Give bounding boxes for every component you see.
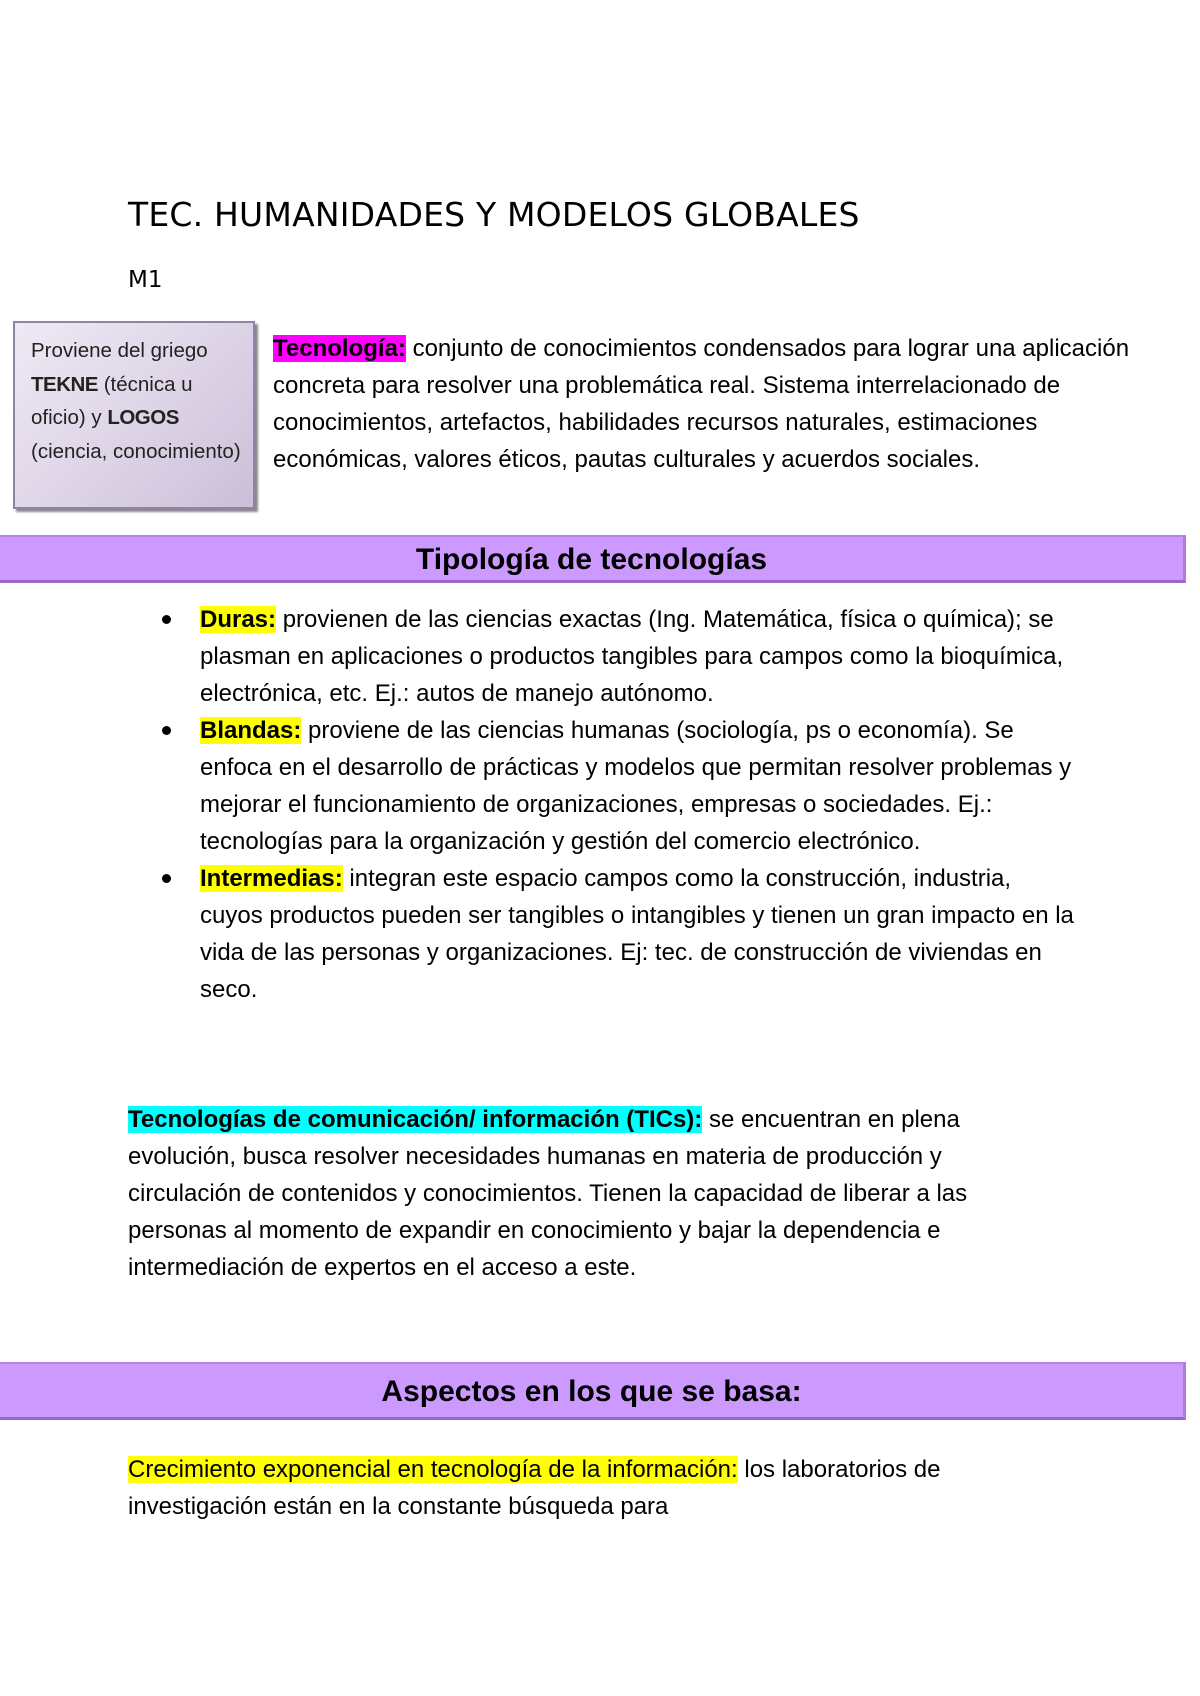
list-item (200, 601, 1080, 712)
section-heading-aspects: Aspectos en los que se basa: (0, 1362, 1186, 1420)
definition-text: conjunto de conocimientos condensados para lograr una aplicación concreta para resolver una problemática real. Sistema interrelacionado de conocimientos, artefactos, habilidades recursos naturales, estimaciones económicas, valores éticos, pautas culturales y acuerdos sociales. (273, 335, 1130, 473)
type-text: integran este espacio campos como la construcción, industria, cuyos productos pueden ser tangibles o intangibles y tienen un gran impacto en la vida de las personas y organizaciones. Ej: tec. de construcción de viviendas en seco. (200, 865, 1074, 1003)
type-term-blandas: Blandas: (200, 717, 302, 744)
type-text: proviene de las ciencias humanas (sociología, ps o economía). Se enfoca en el desarrollo de prácticas y modelos que permitan resolver problemas y mejorar el funcionamiento de organizaciones, empresas o sociedades. Ej.: tecnologías para la organización y gestión del comercio electrónico. (200, 717, 1072, 855)
etymology-tekne-meaning: (técnica u oficio) y (31, 372, 193, 429)
type-text: provienen de las ciencias exactas (Ing. Matemática, física o química); se plasman en aplicaciones o productos tangibles para campos como la bioquímica, electrónica, etc. Ej.: autos de manejo autónomo. (200, 606, 1064, 707)
growth-paragraph (128, 1451, 1028, 1525)
bullet-icon (162, 874, 171, 883)
tics-text: se encuentran en plena evolución, busca resolver necesidades humanas en materia de producción y circulación de contenidos y conocimientos. Tienen la capacidad de liberar a las personas al momento de expandir en conocimiento y bajar la dependencia e intermediación de expertos en el acceso a este. (128, 1106, 968, 1281)
growth-term: Crecimiento exponencial en tecnología de la información: (128, 1456, 738, 1483)
module-label: M1 (128, 267, 163, 293)
type-term-intermedias: Intermedias: (200, 865, 343, 892)
etymology-term-tekne: TEKNE (31, 372, 98, 396)
technology-types-list (200, 601, 1080, 1008)
section-heading-typology: Tipología de tecnologías (0, 535, 1186, 583)
bullet-icon (162, 726, 171, 735)
list-item (200, 860, 1080, 1008)
definition-term: Tecnología: (273, 335, 406, 362)
type-term-duras: Duras: (200, 606, 277, 633)
list-item (200, 712, 1080, 860)
bullet-icon (162, 615, 171, 624)
tics-term: Tecnologías de comunicación/ información (TICs): (128, 1106, 703, 1133)
etymology-intro: Proviene del griego (31, 339, 208, 362)
tics-paragraph (128, 1101, 1028, 1286)
growth-text: los laboratorios de investigación están en la constante búsqueda para (128, 1456, 941, 1520)
document-title: TEC. HUMANIDADES Y MODELOS GLOBALES (128, 195, 860, 234)
technology-definition (273, 330, 1153, 478)
etymology-text-box (13, 321, 255, 509)
etymology-term-logos: LOGOS (107, 406, 179, 429)
etymology-logos-meaning: (ciencia, conocimiento) (31, 439, 241, 463)
